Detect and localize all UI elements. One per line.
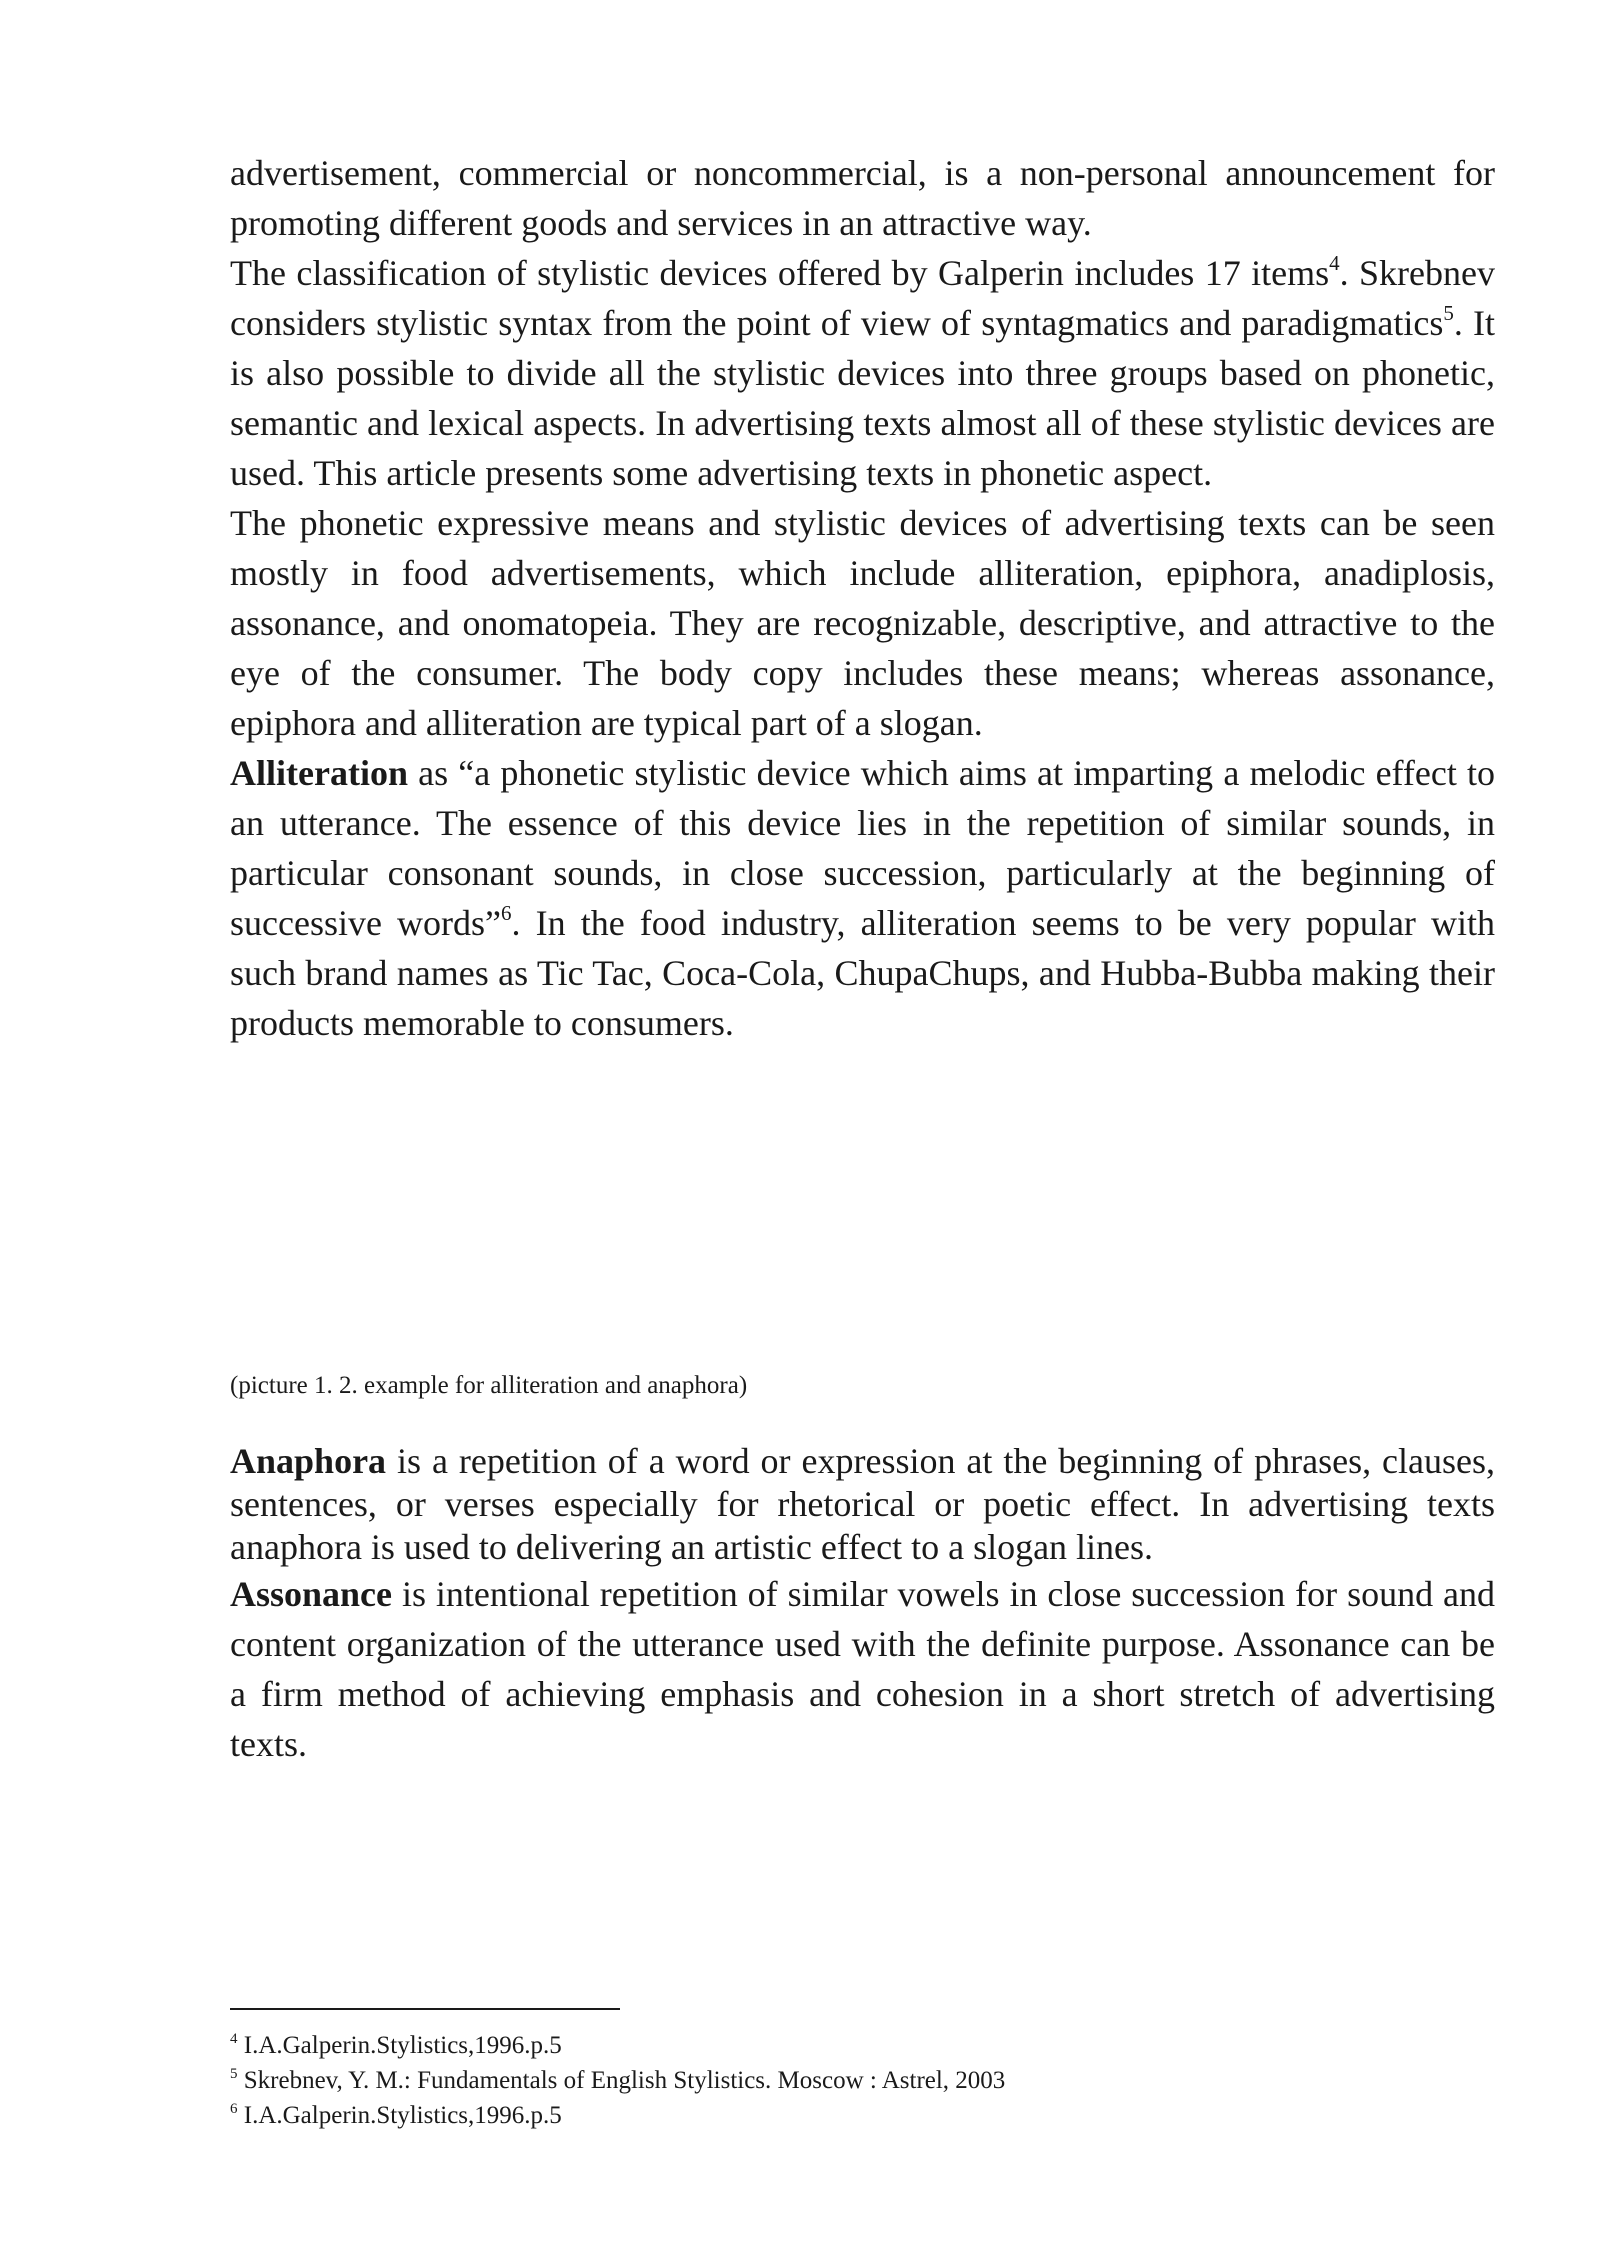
- footnote-mark: 5: [230, 2066, 238, 2082]
- term-anaphora: Anaphora: [230, 1441, 387, 1481]
- paragraph-anaphora: [230, 1440, 1495, 1569]
- figure-caption: (picture 1. 2. example for alliteration and anaphora): [230, 1372, 748, 1399]
- term-alliteration: Alliteration: [230, 753, 408, 793]
- paragraph-alliteration: [230, 748, 1495, 1048]
- footnote-ref-6[interactable]: 6: [501, 901, 512, 925]
- figure-placeholder: [230, 1048, 1495, 1370]
- paragraph-assonance: [230, 1569, 1495, 1769]
- term-assonance: Assonance: [230, 1574, 393, 1614]
- footnotes-section: [230, 2008, 1495, 2133]
- footnote-text: Skrebnev, Y. M.: Fundamentals of English Stylistics. Moscow : Astrel, 2003: [237, 2067, 1006, 2094]
- footnote-ref-4[interactable]: 4: [1329, 251, 1340, 275]
- paragraph-classification-text-c: . It is also possible to divide all the stylistic devices into three groups based on phonetic, semantic and lexical aspects. In advertising texts almost all of these stylistic devices are used. This article presents some advertising texts in phonetic aspect.: [230, 303, 1495, 493]
- footnote-item: [230, 2028, 1495, 2063]
- paragraph-alliteration-text-b: . In the food industry, alliteration seems to be very popular with such brand names as Tic Tac, Coca-Cola, ChupaChups, and Hubba-Bubba making their products memorable to consumers.: [230, 903, 1495, 1043]
- footnote-mark: 4: [230, 2031, 238, 2047]
- footnote-mark: 6: [230, 2101, 238, 2117]
- page-body: [230, 148, 1495, 1769]
- footnote-text: I.A.Galperin.Stylistics,1996.p.5: [237, 2102, 562, 2129]
- paragraph-intro: [230, 148, 1495, 248]
- paragraph-anaphora-text: is a repetition of a word or expression at the beginning of phrases, clauses, sentences, or verses especially for rhetorical or poetic effect. In advertising texts anaphora is used to delivering an artistic effect to a slogan lines.: [230, 1441, 1495, 1567]
- footnote-ref-5[interactable]: 5: [1443, 301, 1454, 325]
- paragraph-phonetic-means-text: The phonetic expressive means and stylistic devices of advertising texts can be seen mostly in food advertisements, which include alliteration, epiphora, anadiplosis, assonance, and onomatopeia. They are recognizable, descriptive, and attractive to the eye of the consumer. The body copy includes these means; whereas assonance, epiphora and alliteration are typical part of a slogan.: [230, 503, 1495, 743]
- footnote-item: [230, 2063, 1495, 2098]
- footnote-text: I.A.Galperin.Stylistics,1996.p.5: [237, 2032, 562, 2059]
- paragraph-intro-text: advertisement, commercial or noncommercial, is a non-personal announcement for promoting different goods and services in an attractive way.: [230, 153, 1495, 243]
- footnote-item: [230, 2098, 1495, 2133]
- paragraph-phonetic-means: [230, 498, 1495, 748]
- paragraph-assonance-text: is intentional repetition of similar vowels in close succession for sound and content organization of the utterance used with the definite purpose. Assonance can be a firm method of achieving emphasis and cohesion in a short stretch of advertising texts.: [230, 1574, 1495, 1764]
- paragraph-classification-text-a: The classification of stylistic devices offered by Galperin includes 17 items: [230, 253, 1330, 293]
- caption-gap: [230, 1402, 1495, 1440]
- paragraph-classification-text-b: . Skrebnev considers stylistic syntax from the point of view of syntagmatics and paradigmatics: [230, 253, 1496, 343]
- paragraph-classification: [230, 248, 1495, 498]
- paragraph-alliteration-text-a: as “a phonetic stylistic device which aims at imparting a melodic effect to an utterance. The essence of this device lies in the repetition of similar sounds, in particular consonant sounds, in close succession, particularly at the beginning of successive words”: [230, 753, 1495, 943]
- footnote-separator: [230, 2008, 620, 2010]
